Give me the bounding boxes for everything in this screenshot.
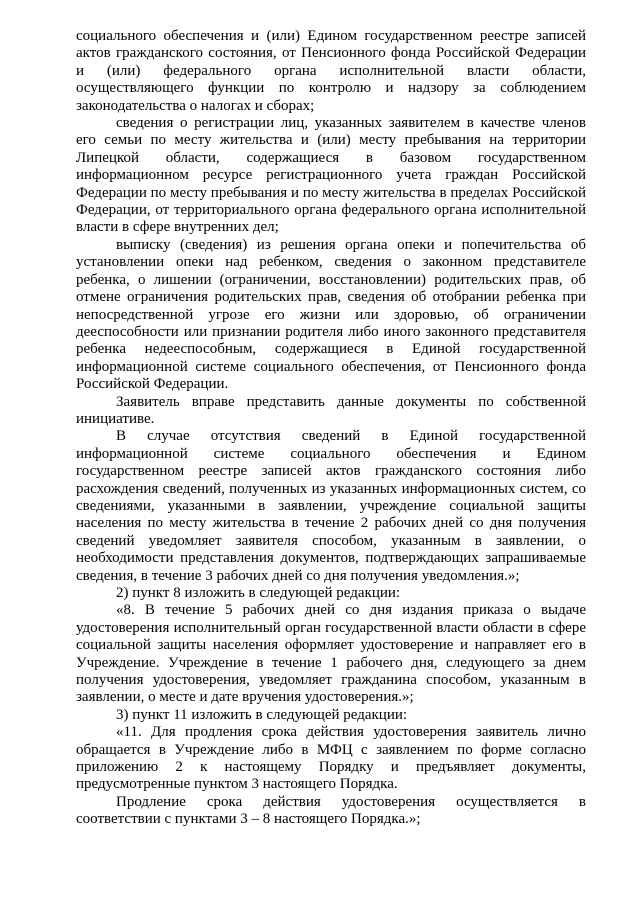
paragraph-4: Заявитель вправе представить данные документы по собственной инициативе. xyxy=(76,393,586,427)
paragraph-8: 3) пункт 11 изложить в следующей редакции: xyxy=(116,706,408,723)
paragraph-7: «8. В течение 5 рабочих дней со дня издания приказа о выдаче удостоверения исполнительный орган государственной власти области в сфере социальной защиты населения оформляет удостоверение и направляет его в Учреждение. Учреждение в течение 1 рабочего дня, следующего за днем получения удостоверения, уведомляет гражданина способом, указанным в заявлении, о месте и дате вручения удостоверения.»; xyxy=(76,602,586,706)
paragraph-2: сведения о регистрации лиц, указанных заявителем в качестве членов его семьи по месту жительства и (или) месту пребывания на территории Липецкой области, содержащиеся в базовом государственном информационном ресурсе регистрационного учета граждан Российской Федерации по месту пребывания и по месту жительства в пределах Российской Федерации, от территориального органа федерального органа исполнительной власти в сфере внутренних дел; xyxy=(76,115,586,236)
paragraph-6: 2) пункт 8 изложить в следующей редакции: xyxy=(116,585,401,601)
paragraph-3: выписку (сведения) из решения органа опеки и попечительства об установлении опеки над ребенком, сведения о законном представителе ребенка, о лишении (ограничении, восстановлении) родительских прав, об отмене ограничения родительских прав, сведения об отобрании ребенка при непосредственной угрозе его жизни или здоровью, об ограничении дееспособности или признании родителя либо иного законного представителя ребенка недееспособным, содержащиеся в Единой государственной информационной системе социального обеспечения, от Пенсионного фонда Российской Федерации. xyxy=(76,236,586,393)
paragraph-10: Продление срока действия удостоверения осуществляется в соответствии с пунктами 3 – 8 настоящего Порядка.»; xyxy=(76,793,586,828)
paragraph-1: социального обеспечения и (или) Едином государственном реестре записей актов гражданского состояния, от Пенсионного фонда Российской Федерации и (или) федерального органа исполнительной власти области, осуществляющего функции по контролю и надзору за соблюдением законодательства о налогах и сборах; xyxy=(76,28,586,114)
paragraph-9: «11. Для продления срока действия удостоверения заявитель лично обращается в Учреждение либо в МФЦ с заявлением по форме согласно приложению 2 к настоящему Порядку и предъявляет документы, предусмотренные пунктом 3 настоящего Порядка. xyxy=(76,724,586,793)
paragraph-5: В случае отсутствия сведений в Единой государственной информационной системе социального обеспечения и Едином государственном реестре записей актов гражданского состояния либо расхождения сведений, полученных из указанных информационных систем, со сведениями, указанными в заявлении, учреждение социальной защиты населения по месту жительства в течение 2 рабочих дней со дня получения сведений уведомляет заявителя способом, указанным в заявлении, о необходимости представления документов, подтверждающих запрашиваемые сведения, в течение 3 рабочих дней со дня получения уведомления.»; xyxy=(76,428,586,584)
